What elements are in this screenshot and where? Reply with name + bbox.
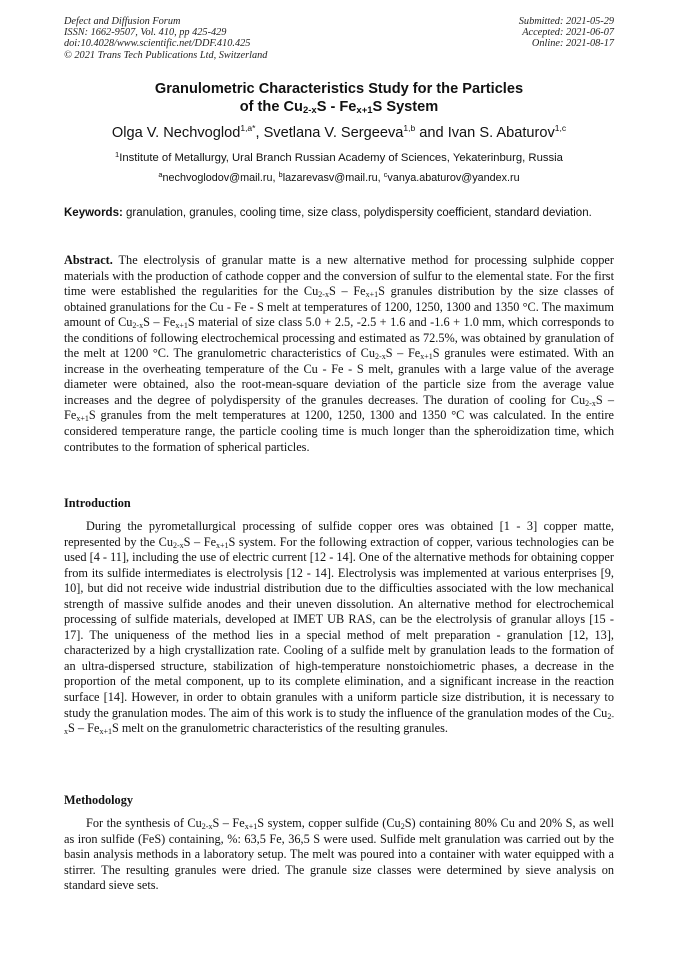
author-emails: $^a$nechvoglodov@mail.ru, $^b$lazarevasv@mail.ru, $^c$vanya.abaturov@yandex.ru: [158, 170, 520, 184]
issn: ISSN: 1662-9507, Vol. 410, pp 425-429: [64, 27, 227, 39]
journal-header-right: [519, 16, 614, 50]
abstract: Abstract. The electrolysis of granular matte is a new alternative method for processing sulphide copper materials with the production of cathode copper and the conversion of sulfur to the elemental state. For the first time were established the regularities for the $Cu_{2-x}S - Fe_{x+1}S$ granules distribution by the size classes of obtained granulations for the Cu - Fe - S melt at temperatures of 1200, 1250, 1300 and 1350 °C. The maximum amount of $Cu_{2-x}S - Fe_{x+1}S$ material of size class 5.0 + 2.5, -2.5 + 1.6 and -1.6 + 1.0 mm, which corresponds to the conditions of following electrochemical processing and estimated as 72.5%, was obtained by granulation of the melt at 1200 °C. The granulometric characteristics of $Cu_{2-x}S - Fe_{x+1}S$ granules were estimated. With an increase in the overheating temperature of the Cu - Fe - S melt, granules with a large value of the average diameter were obtained, also the root-mean-square deviation of the particle size from the average value increases and the degree of polydispersity of the granules decreases. The duration of cooling for $Cu_{2-x}S - Fe_{x+1}S$ granules from the melt temperatures at 1200, 1250, 1300 and 1350 °C was calculated. In the entire considered temperature range, the particle cooling time is much longer than the spheroidization time, which contributes to the formation of spherical particles.: [64, 253, 615, 454]
author-list: Olga V. Nechvoglod$^{1,a*}$, Svetlana V. Sergeeva$^{1,b}$ and Ivan S. Abaturov$^{1,c}$: [111, 123, 567, 141]
doi: doi:10.4028/www.scientific.net/DDF.410.425: [64, 38, 251, 50]
keywords: Keywords: granulation, granules, cooling time, size class, polydispersity coefficient, standard deviation.: [64, 207, 592, 219]
paper-title: [0, 80, 678, 116]
introduction-text: During the pyrometallurgical processing of sulfide copper ores was obtained [1 - 3] copper matte, represented by the $Cu_{2-x}S - Fe_{x+1}S$ system. For the following extraction of copper, various technologies can be used [4 - 11], including the use of electric current [12 - 14]. One of the alternative methods for obtaining copper from its sulfide intermediates is electrolysis [12 - 14]. Electrolysis was implemented at various enterprises [9, 10], but did not receive wide industrial distribution due to the difficulties associated with the low mechanical strength of massive sulfide anodes and their uneven dissolution. An alternative method for electrochemical processing of sulfide materials, developed at IMET UB RAS, can be the electrolysis of granular alloys [15 - 17]. The uniqueness of the method lies in a special method of melt preparation - granulation [12, 13], characterized by a high crystallization rate. Cooling of a sulfide melt by granulation leads to the formation of an ultra-dispersed structure, stabilization of high-temperature nonstoichiometric phases, a decrease in the proportion of the metal component, up to its complete elimination, and a significant increase in the reaction surface [14]. However, in order to obtain granules with a uniform particle size distribution, it is necessary to study the granulation modes. The aim of this work is to study the influence of the granulation modes of the $Cu_{2-x}S - Fe_{x+1}S$ melt on the granulometric characteristics of the resulting granules.: [64, 519, 615, 737]
introduction-heading: Introduction: [64, 496, 131, 510]
methodology-heading: Methodology: [64, 793, 133, 807]
journal-header-left: [64, 16, 267, 61]
title-line-1: Granulometric Characteristics Study for the Particles: [154, 81, 524, 97]
abstract-label: Abstract.: [64, 253, 113, 267]
affiliation: $^1$Institute of Metallurgy, Ural Branch Russian Academy of Sciences, Yekaterinburg, Russia: [115, 150, 563, 164]
methodology-text: For the synthesis of $Cu_{2-x}S - Fe_{x+1}S$ system, copper sulfide $(Cu_2S)$ containing 80% Cu and 20% S, as well as iron sulfide (FeS) containing, %: 63,5 Fe, 36,5 S were used. Sulfide melt granulation was carried out by the basin analysis methods in a laboratory setup. The melt was poured into a container with water equipped with a stirrer. The resulting granules were dried. The granule size classes were determined by sieve analysis on standard sieve sets.: [64, 816, 615, 893]
online-date: Online: 2021-08-17: [531, 38, 614, 50]
copyright: © 2021 Trans Tech Publications Ltd, Switzerland: [64, 49, 268, 61]
title-line-2: of the $Cu_{2-x}S - Fe_{x+1}S$ System: [239, 99, 439, 116]
submitted-date: Submitted: 2021-05-29: [518, 16, 614, 27]
journal-name: Defect and Diffusion Forum: [64, 16, 181, 27]
keywords-label: Keywords:: [64, 207, 123, 219]
accepted-date: Accepted: 2021-06-07: [522, 27, 614, 39]
